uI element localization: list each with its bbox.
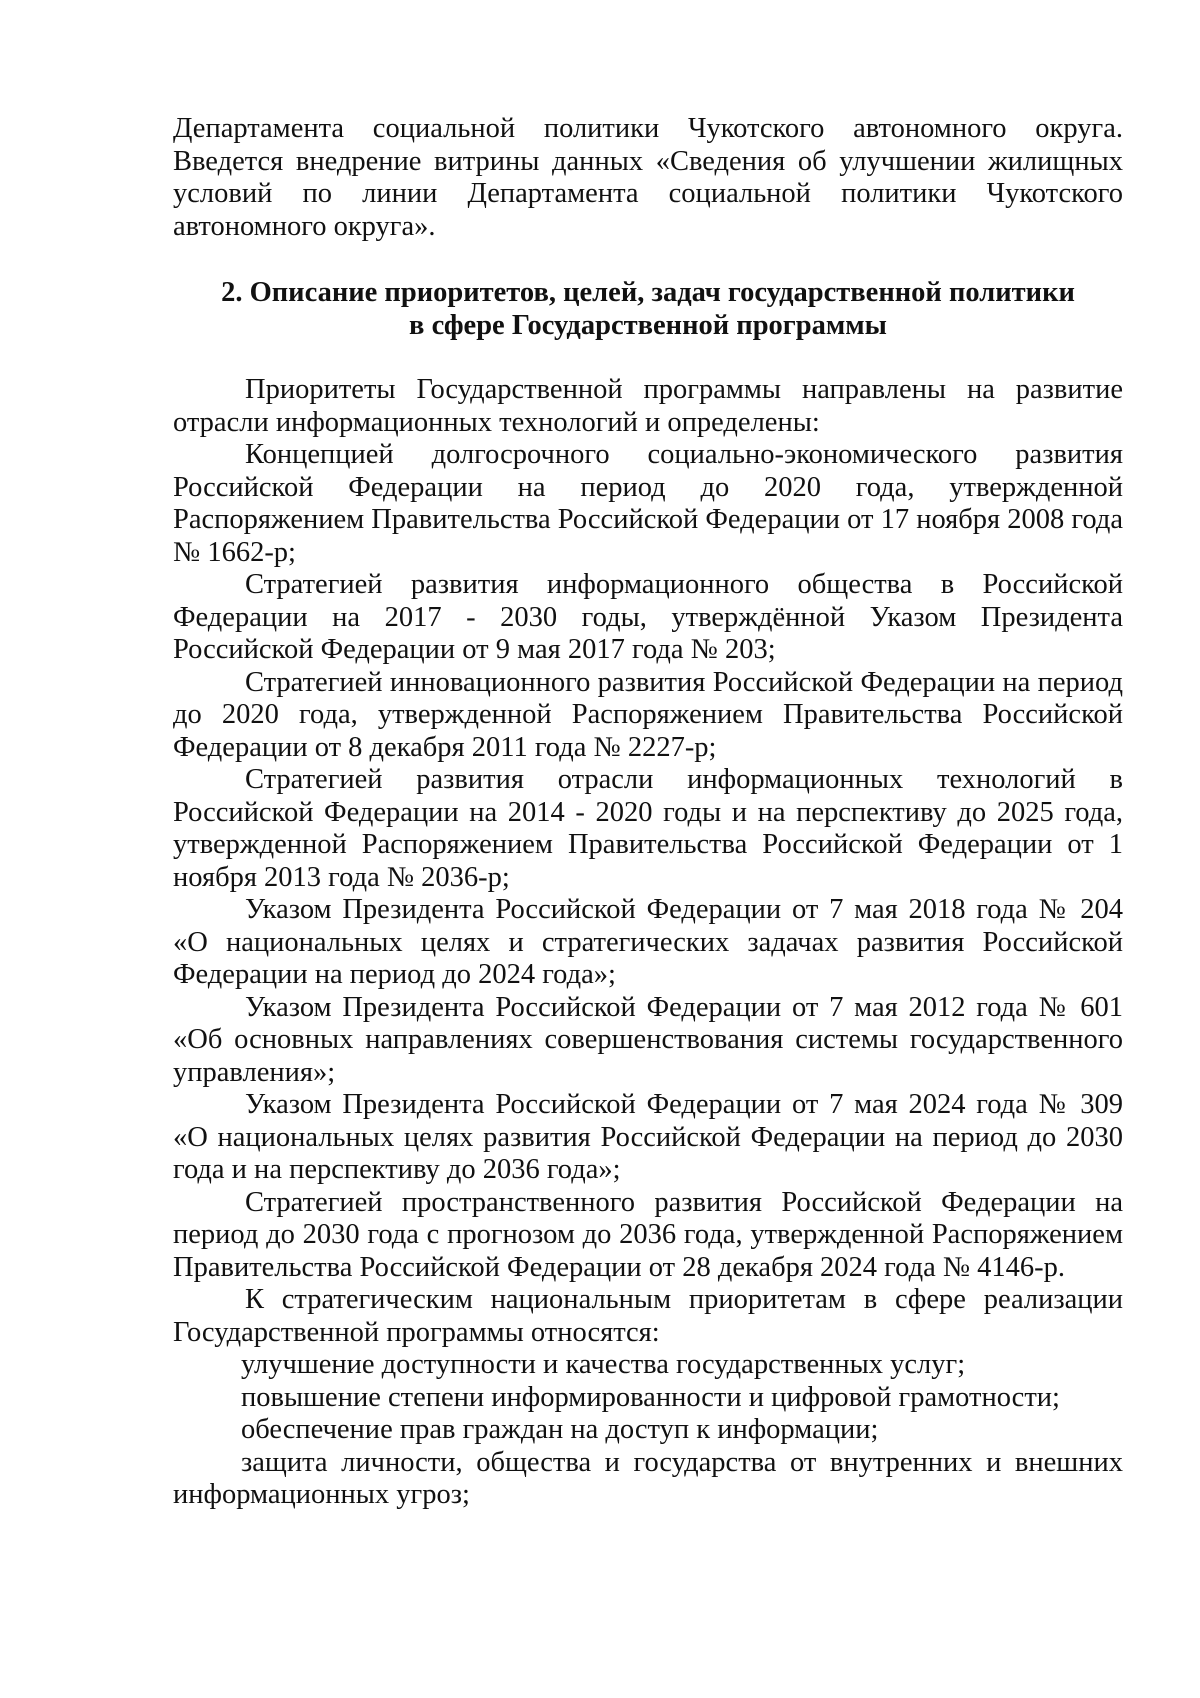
section-body xyxy=(173,374,1123,1512)
paragraph: Стратегией инновационного развития Российской Федерации на период до 2020 года, утвержденной Распоряжением Правительства Российской Федерации от 8 декабря 2011 года № 2227-р; xyxy=(173,666,1123,763)
paragraph: Стратегией развития отрасли информационных технологий в Российской Федерации на 2014 - 2020 годы и на перспективу до 2025 года, утвержденной Распоряжением Правительства Российской Федерации от 1 ноября 2013 года № 2036-р; xyxy=(173,764,1123,893)
paragraph: Указом Президента Российской Федерации от 7 мая 2024 года № 309 «О национальных целях развития Российской Федерации на период до 2030 года и на перспективу до 2036 года»; xyxy=(173,1089,1123,1185)
section-heading xyxy=(173,276,1123,342)
paragraph: Стратегией развития информационного общества в Российской Федерации на 2017 - 2030 годы, утверждённой Указом Президента Российской Федерации от 9 мая 2017 года № 203; xyxy=(173,569,1123,665)
priority-item: обеспечение прав граждан на доступ к информации; xyxy=(241,1414,879,1445)
section-heading-line-1: 2. Описание приоритетов, целей, задач государственной политики xyxy=(221,277,1075,308)
priority-item: повышение степени информированности и цифровой грамотности; xyxy=(241,1381,1060,1413)
paragraph: Указом Президента Российской Федерации от 7 мая 2012 года № 601 «Об основных направлениях совершенствования системы государственного управления»; xyxy=(173,991,1123,1088)
paragraph: Приоритеты Государственной программы направлены на развитие отрасли информационных технологий и определены: xyxy=(173,374,1123,438)
intro-text xyxy=(173,113,1123,243)
paragraph: К стратегическим национальным приоритетам в сфере реализации Государственной программы относятся: xyxy=(173,1284,1123,1348)
intro-paragraph: Департамента социальной политики Чукотского автономного округа. Введется внедрение витрины данных «Сведения об улучшении жилищных условий по линии Департамента социальной политики Чукотского автономного округа». xyxy=(173,113,1123,242)
section-heading-line-2: в сфере Государственной программы xyxy=(409,310,887,341)
priority-item: улучшение доступности и качества государственных услуг; xyxy=(241,1349,966,1380)
paragraph: Концепцией долгосрочного социально-экономического развития Российской Федерации на период до 2020 года, утвержденной Распоряжением Правительства Российской Федерации от 17 ноября 2008 года № 1662-р; xyxy=(173,439,1123,568)
paragraph: Стратегией пространственного развития Российской Федерации на период до 2030 года с прогнозом до 2036 года, утвержденной Распоряжением Правительства Российской Федерации от 28 декабря 2024 года № 4146-р. xyxy=(173,1186,1123,1283)
priority-item: защита личности, общества и государства от внутренних и внешних информационных угроз; xyxy=(173,1446,1123,1510)
paragraph: Указом Президента Российской Федерации от 7 мая 2018 года № 204 «О национальных целях и стратегических задачах развития Российской Федерации на период до 2024 года»; xyxy=(173,894,1123,990)
